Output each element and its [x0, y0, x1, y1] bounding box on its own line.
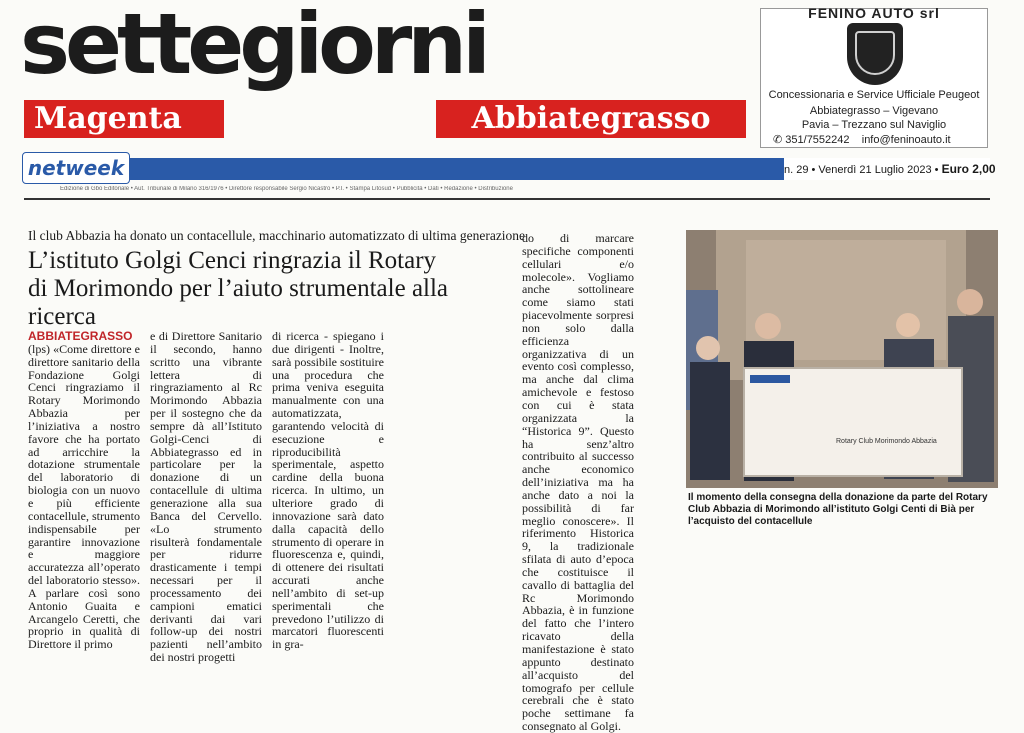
photo-caption: Il momento della consegna della donazione da parte del Rotary Club Abbazia di Morimondo all’istituto Golgi Centi di Bià per l’acquisto del contacellule: [688, 492, 988, 527]
phone-icon: ✆: [773, 134, 783, 146]
issue-price: Euro 2,00: [941, 162, 996, 176]
ad-dealer-description: Concessionaria e Service Ufficiale Peugeot: [768, 89, 980, 101]
article-column-2: e di Direttore Sanitario il secondo, hanno scritto una vibrante lettera di ringraziamento al Rc Morimondo Abbazia per il sostegno che da sempre dà all’Istituto Golgi-Cenci di Abbiategrasso ed in particolare per la donazione di un contacellule di ultima generazione alla sua Banca del Cervello. «Lo strumento risulterà fondamentale per ridurre drasticamente i tempi necessari per il processamento dei campioni ematici derivanti dai vari follow-up dei nostri pazienti nell’ambito dei nostri progetti: [150, 329, 262, 665]
masthead-divider: [24, 198, 990, 200]
ad-email: info@feninoauto.it: [861, 134, 951, 146]
article-column-3: di ricerca - spiegano i due dirigenti - Inoltre, sarà possibile sostituire una procedura che prima veniva eseguita manualmente con una automatizzata, garantendo velocità di esecuzione e riproducibilità sperimentale, aspetto cardine della buona ricerca. In ultimo, un ulteriore grado di innovazione sarà dato dalla capacità dello strumento di operare in fluorescenza e, quindi, di ottenere dei risultati accurati anche nell’ambito di set-up sperimentali che prevedono l’utilizzo di marcatori fluorescenti in gra-: [272, 329, 384, 652]
article-kicker: Il club Abbazia ha donato un contacellule, macchinario automatizzato di ultima generazione: [28, 228, 526, 243]
article-photo: [686, 230, 998, 488]
ceremony-photo-graphic: [686, 230, 998, 488]
masthead-title: settegiorni: [20, 0, 486, 93]
ad-contact-row: [773, 133, 951, 146]
edition-label-magenta: Magenta: [24, 100, 224, 138]
issue-info: [784, 158, 996, 180]
ad-locations-2: Pavia – Trezzano sul Naviglio: [801, 119, 947, 131]
article-column-1: [28, 330, 140, 651]
peugeot-lion-icon: [847, 23, 903, 85]
article-column-4: do di marcare specifiche componenti cellulari e/o molecole». Vogliamo anche sottolineare come siamo stati piacevolmente sorpresi non solo dalla efficienza organizzativa di un evento così complesso, ma anche dal clima amichevole e festoso con cui è stata organizzata la “Historica 9”. Questo ha senz’altro contribuito al successo anche economico dell’iniziativa ma ha anche dato a noi la possibilità di far meglio conoscere». Il riferimento Historica 9, la tradizionale sfilata di auto d’epoca che costituisce il cavallo di battaglia del Rc Morimondo Abbazia, è in funzione del fatto che l’intero ricavato della manifestazione è stato appunto destinato all’acquisto del tomografo per cellule cerebrali che è stato poche settimane fa consegnato al Golgi.: [522, 231, 634, 733]
ad-locations-1: Abbiategrasso – Vigevano: [809, 105, 939, 117]
imprint-line: Edizione di Gbo Editoriale • Aut. Tribunale di Milano 316/1976 • Direttore responsabile Sergio Nicastro • P.I. • Stampa Litosud • Pubblicità • Dati • Redazione • Distribuzione: [60, 186, 513, 192]
issue-date: n. 29 • Venerdì 21 Luglio 2023 •: [784, 164, 939, 176]
article-headline: [28, 247, 508, 331]
headline-line-2: di Morimondo per l’aiuto strumentale alla ricerca: [28, 275, 449, 330]
ad-phone: 351/7552242: [785, 134, 850, 146]
headline-line-1: L’istituto Golgi Cenci ringrazia il Rotary: [28, 247, 437, 274]
netweek-logo: netweek: [22, 152, 130, 184]
dealer-advertisement: [760, 5, 988, 148]
article-dateline: ABBIATEGRASSO: [28, 329, 133, 343]
check-title: Rotary Club Morimondo Abbazia: [836, 438, 937, 445]
article-column-1-text: (lps) «Come direttore e direttore sanitario della Fondazione Golgi Cenci ringraziamo il Rotary Morimondo Abbazia per l’iniziativa a nostro favore che ha portato ad arricchire la dotazione strumentale del laboratorio di biologia con un nuovo e più efficiente contacellule, strumento indispensabile per garantire innovazione e maggiore accuratezza all’operato del laboratorio stesso». A parlare così sono Antonio Guaita e Arcangelo Ceretti, che proprio in qualità di Direttore il primo: [28, 341, 140, 652]
edition-label-abbiategrasso: Abbiategrasso: [436, 100, 746, 138]
ad-dealer-name: FENINO AUTO srl: [808, 5, 940, 21]
